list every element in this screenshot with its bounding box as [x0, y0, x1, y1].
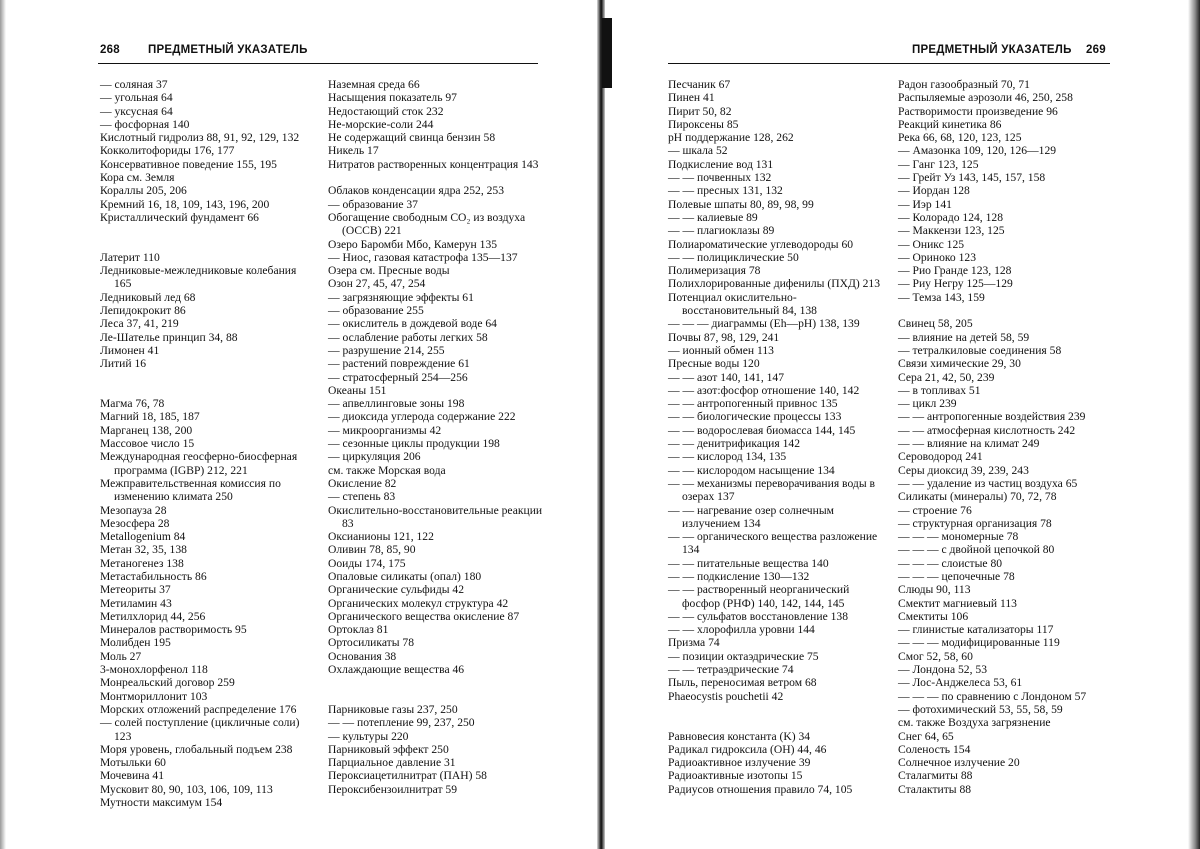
index-entry: — — — мономерные 78 — [898, 530, 1019, 544]
index-entry: — позиции октаэдрические 75 — [668, 649, 819, 663]
index-entry: Пероксиацетилнитрат (ПАН) 58 — [328, 769, 487, 783]
index-entry: Межправительственная комиссия по изменению климата 250 — [100, 476, 281, 504]
index-entry: Полихлорированные дифенилы (ПХД) 213 — [668, 277, 880, 291]
index-entry: — степень 83 — [328, 490, 396, 504]
index-entry: — — — по сравнению с Лондоном 57 — [898, 689, 1087, 703]
index-entry: Пинен 41 — [668, 91, 715, 105]
index-entry: Кокколитофориды 176, 177 — [100, 144, 235, 158]
index-entry: Метилхлорид 44, 256 — [100, 609, 206, 623]
left-page — [0, 0, 598, 849]
index-entry: — угольная 64 — [100, 91, 173, 105]
right-header-rule — [668, 63, 1110, 64]
index-entry: — — антропогенный привнос 135 — [668, 397, 838, 411]
index-entry: — — потепление 99, 237, 250 — [328, 716, 475, 730]
index-entry: — — антропогенные воздействия 239 — [898, 410, 1086, 424]
right-page-number: 269 — [1086, 44, 1106, 56]
index-entry: — тетралкиловые соединения 58 — [898, 343, 1062, 357]
index-entry: — фотохимический 53, 55, 58, 59 — [898, 702, 1063, 716]
index-entry: Солнечное излучение 20 — [898, 756, 1020, 770]
index-entry: Латерит 110 — [100, 250, 160, 264]
index-entry: Пирит 50, 82 — [668, 104, 732, 118]
index-entry: — ослабление работы легких 58 — [328, 330, 488, 344]
index-entry: — — почвенных 132 — [668, 171, 772, 185]
index-entry: Оксианионы 121, 122 — [328, 530, 434, 544]
index-entry: Моль 27 — [100, 649, 142, 663]
index-entry: Океаны 151 — [328, 383, 387, 397]
index-entry: Облаков конденсации ядра 252, 253 — [328, 184, 505, 198]
index-entry: Мусковит 80, 90, 103, 106, 109, 113 — [100, 782, 273, 796]
index-entry: — — хлорофилла уровни 144 — [668, 623, 815, 637]
index-entry: — — нагревание озер солнечным излучением 134 — [668, 503, 834, 530]
index-entry: — загрязняющие эффекты 61 — [328, 290, 474, 304]
index-entry: — — — диаграммы (Eh—pH) 138, 139 — [668, 317, 860, 331]
index-entry: Марганец 138, 200 — [100, 423, 193, 437]
index-entry: — — питательные вещества 140 — [668, 556, 829, 570]
index-entry: Ооиды 174, 175 — [328, 556, 406, 570]
index-entry: Кислотный гидролиз 88, 91, 92, 129, 132 — [100, 131, 300, 145]
index-entry: — Темза 143, 159 — [898, 290, 985, 304]
index-entry: Органического вещества окисление 87 — [328, 609, 520, 623]
index-entry: Лимонен 41 — [100, 343, 160, 357]
index-entry: — — азот:фосфор отношение 140, 142 — [668, 383, 860, 397]
index-entry: Парниковый эффект 250 — [328, 742, 449, 756]
index-gap — [100, 224, 315, 237]
index-entry: Лепидокрокит 86 — [100, 304, 186, 318]
index-entry: Ортосиликаты 78 — [328, 636, 415, 650]
index-entry: — — органического вещества разложение 134 — [668, 530, 878, 557]
index-entry: Органические сульфиды 42 — [328, 583, 465, 597]
index-entry: Река 66, 68, 120, 123, 125 — [898, 131, 1022, 145]
index-entry: — — кислородом насыщение 134 — [668, 463, 835, 477]
index-entry: Радикал гидроксила (ОН) 44, 46 — [668, 742, 827, 756]
index-entry: Metallogenium 84 — [100, 530, 186, 544]
index-entry: Мезосфера 28 — [100, 516, 170, 530]
index-entry: Потенциал окислительно-восстановительный 84, 138 — [668, 290, 817, 318]
index-entry: Ледниковые-межледниковые колебания 165 — [100, 264, 297, 291]
index-entry: — микроорганизмы 42 — [328, 423, 442, 437]
index-entry: — окислитель в дождевой воде 64 — [328, 317, 497, 331]
right-index-column-2 — [898, 78, 1113, 796]
index-entry: — влияние на детей 58, 59 — [898, 330, 1030, 344]
index-entry: — стратосферный 254—256 — [328, 370, 468, 384]
index-entry: — — механизмы переворачивания воды в озерах 137 — [668, 476, 875, 504]
index-gap — [668, 703, 883, 716]
index-entry: Радиоактивное излучение 39 — [668, 756, 811, 770]
index-entry: — — биологические процессы 133 — [668, 410, 842, 424]
index-entry: Почвы 87, 98, 129, 241 — [668, 330, 780, 344]
right-page — [602, 0, 1200, 849]
index-entry: Серы диоксид 39, 239, 243 — [898, 463, 1029, 477]
index-entry: Смектит магниевый 113 — [898, 596, 1017, 610]
index-entry: Phaeocystis pouchetii 42 — [668, 689, 784, 703]
index-entry: Полевые шпаты 80, 89, 98, 99 — [668, 197, 814, 211]
index-entry: Мотыльки 60 — [100, 756, 166, 770]
index-entry: Основания 38 — [328, 649, 397, 663]
index-entry: — — удаление из частиц воздуха 65 — [898, 476, 1078, 490]
index-entry: Распыляемые аэрозоли 46, 250, 258 — [898, 91, 1073, 105]
index-gap — [328, 171, 543, 184]
index-entry: Радон газообразный 70, 71 — [898, 78, 1030, 91]
index-entry: — циркуляция 206 — [328, 450, 421, 464]
index-entry: — Иэр 141 — [898, 197, 952, 211]
index-entry: — — — цепочечные 78 — [898, 569, 1015, 583]
index-entry: Недостающий сток 232 — [328, 104, 444, 118]
index-entry: см. также Воздуха загрязнение — [898, 716, 1051, 730]
index-entry: Связи химические 29, 30 — [898, 357, 1021, 371]
index-entry: Магма 76, 78 — [100, 397, 165, 411]
index-entry: Пероксибензоилнитрат 59 — [328, 782, 458, 796]
index-entry: — — — модифицированные 119 — [898, 636, 1060, 650]
index-entry: — глинистые катализаторы 117 — [898, 623, 1054, 637]
index-entry: — структурная организация 78 — [898, 516, 1052, 530]
index-entry: Озеро Баромби Мбо, Камерун 135 — [328, 237, 498, 251]
left-index-column-1 — [100, 78, 315, 809]
index-gap — [328, 676, 543, 689]
index-entry: Силикаты (минералы) 70, 72, 78 — [898, 490, 1057, 504]
index-entry: Слюды 90, 113 — [898, 583, 971, 597]
index-entry: Пыль, переносимая ветром 68 — [668, 676, 817, 690]
index-entry: — — плагиоклазы 89 — [668, 224, 775, 238]
index-entry: — разрушение 214, 255 — [328, 343, 445, 357]
index-entry: — шкала 52 — [668, 144, 728, 158]
index-entry: Метастабильность 86 — [100, 569, 207, 583]
index-entry: Пресные воды 120 — [668, 357, 760, 371]
index-entry: Подкисление вод 131 — [668, 157, 774, 171]
index-entry: — Ганг 123, 125 — [898, 157, 979, 171]
index-entry: — Амазонка 109, 120, 126—129 — [898, 144, 1057, 158]
index-entry: Метаногенез 138 — [100, 556, 184, 570]
index-entry: Окисление 82 — [328, 476, 397, 490]
index-entry: Окислительно-восстановительные реакции 83 — [328, 503, 543, 530]
index-entry: Парциальное давление 31 — [328, 756, 456, 770]
index-entry: Снег 64, 65 — [898, 729, 954, 743]
index-entry: Смектиты 106 — [898, 609, 969, 623]
index-entry: — ионный обмен 113 — [668, 343, 774, 357]
index-entry: — образование 37 — [328, 197, 418, 211]
index-entry: — — атмосферная кислотность 242 — [898, 423, 1076, 437]
index-entry: Полиароматические углеводороды 60 — [668, 237, 854, 251]
index-entry: Леса 37, 41, 219 — [100, 317, 179, 331]
index-entry: — Оникс 125 — [898, 237, 965, 251]
index-entry: Моря уровень, глобальный подъем 238 — [100, 742, 293, 756]
index-entry: — в топливах 51 — [898, 383, 981, 397]
index-entry: Никель 17 — [328, 144, 379, 158]
index-entry: Массовое число 15 — [100, 437, 195, 451]
index-entry: Сталактиты 88 — [898, 782, 972, 796]
index-entry: Равновесия константа (K) 34 — [668, 729, 811, 743]
index-entry: — растений повреждение 61 — [328, 357, 470, 371]
index-entry: Песчаник 67 — [668, 78, 731, 91]
index-entry: — строение 76 — [898, 503, 972, 517]
index-entry: — Маккензи 123, 125 — [898, 224, 1005, 238]
index-entry: Сера 21, 42, 50, 239 — [898, 370, 995, 384]
index-entry: Сталагмиты 88 — [898, 769, 973, 783]
left-header-rule — [98, 63, 538, 64]
index-entry: — — подкисление 130—132 — [668, 569, 810, 583]
index-entry: — Рио Гранде 123, 128 — [898, 264, 1012, 278]
index-entry: Ледниковый лед 68 — [100, 290, 196, 304]
index-entry: Нитратов растворенных концентрация 143 — [328, 157, 539, 171]
index-entry: — солей поступление (цикличные соли) 123 — [100, 716, 300, 743]
index-entry: — — растворенный неорганический фосфор (РНФ) 140, 142, 144, 145 — [668, 583, 850, 610]
index-entry: Морских отложений распределение 176 — [100, 702, 297, 716]
index-entry: Метиламин 43 — [100, 596, 172, 610]
index-entry: Оливин 78, 85, 90 — [328, 543, 416, 557]
index-entry: Обогащение свободным CO₂ из воздуха (ОССВ) 221 — [328, 210, 526, 238]
index-entry: Литий 16 — [100, 357, 147, 371]
index-entry: Насыщения показатель 97 — [328, 91, 457, 105]
index-entry: Реакций кинетика 86 — [898, 117, 1002, 131]
index-entry: Кристаллический фундамент 66 — [100, 210, 259, 224]
left-running-head: ПРЕДМЕТНЫЙ УКАЗАТЕЛЬ — [148, 44, 308, 56]
index-entry: Наземная среда 66 — [328, 78, 420, 91]
left-page-number: 268 — [100, 44, 120, 56]
index-entry: — культуры 220 — [328, 729, 409, 743]
index-gap — [898, 304, 1113, 317]
index-entry: Радиоактивные изотопы 15 — [668, 769, 803, 783]
index-entry: Мочевина 41 — [100, 769, 165, 783]
index-gap — [100, 371, 315, 384]
right-running-head: ПРЕДМЕТНЫЙ УКАЗАТЕЛЬ — [912, 44, 1072, 56]
index-entry: Сероводород 241 — [898, 450, 983, 464]
index-entry: Ле-Шателье принцип 34, 88 — [100, 330, 238, 344]
index-entry: — — денитрификация 142 — [668, 437, 800, 451]
index-entry: Соленость 154 — [898, 742, 971, 756]
index-entry: Кремний 16, 18, 109, 143, 196, 200 — [100, 197, 270, 211]
index-entry: — — полициклические 50 — [668, 250, 799, 264]
index-entry: — фосфорная 140 — [100, 117, 190, 131]
left-index-column-2 — [328, 78, 543, 796]
index-entry: Мезопауза 28 — [100, 503, 167, 517]
index-entry: Призма 74 — [668, 636, 720, 650]
index-entry: Озон 27, 45, 47, 254 — [328, 277, 426, 291]
index-gap — [100, 238, 315, 251]
index-entry: — соляная 37 — [100, 78, 168, 91]
index-entry: — Иордан 128 — [898, 184, 970, 198]
index-entry: Органических молекул структура 42 — [328, 596, 509, 610]
index-gap — [328, 690, 543, 703]
index-entry: — — водорослевая биомасса 144, 145 — [668, 423, 856, 437]
index-entry: — цикл 239 — [898, 397, 957, 411]
index-entry: — диоксида углерода содержание 222 — [328, 410, 516, 424]
index-entry: — Лос-Анджелеса 53, 61 — [898, 676, 1023, 690]
index-entry: Охлаждающие вещества 46 — [328, 663, 465, 677]
index-entry: — — кислород 134, 135 — [668, 450, 787, 464]
index-entry: Смог 52, 58, 60 — [898, 649, 973, 663]
index-gap — [100, 384, 315, 397]
right-index-column-1 — [668, 78, 883, 796]
index-entry: — Ориноко 123 — [898, 250, 976, 264]
index-entry: Озера см. Пресные воды — [328, 264, 450, 278]
index-entry: — — сульфатов восстановление 138 — [668, 609, 849, 623]
index-entry: — Лондона 52, 53 — [898, 663, 987, 677]
index-entry: Минералов растворимость 95 — [100, 623, 247, 637]
index-entry: Пироксены 85 — [668, 117, 739, 131]
index-entry: — — азот 140, 141, 147 — [668, 370, 785, 384]
index-entry: Парниковые газы 237, 250 — [328, 702, 458, 716]
index-entry: Магний 18, 185, 187 — [100, 410, 200, 424]
index-entry: Ортоклаз 81 — [328, 623, 389, 637]
index-entry: — образование 255 — [328, 304, 424, 318]
index-entry: — Риу Негру 125—129 — [898, 277, 1013, 291]
index-gap — [668, 716, 883, 729]
index-entry: Опаловые силикаты (опал) 180 — [328, 569, 482, 583]
index-entry: Полимеризация 78 — [668, 264, 761, 278]
index-entry: — апвеллинговые зоны 198 — [328, 397, 465, 411]
index-entry: Растворимости произведение 96 — [898, 104, 1058, 118]
index-entry: Молибден 195 — [100, 636, 171, 650]
index-entry: Не содержащий свинца бензин 58 — [328, 131, 496, 145]
index-entry: — — тетраэдрические 74 — [668, 663, 794, 677]
index-entry: — — калиевые 89 — [668, 210, 758, 224]
index-entry: Кораллы 205, 206 — [100, 184, 187, 198]
index-entry: см. также Морская вода — [328, 463, 446, 477]
index-entry: — сезонные циклы продукции 198 — [328, 437, 500, 451]
index-entry: pH поддержание 128, 262 — [668, 131, 794, 145]
index-entry: Международная геосферно-биосферная программа (IGBP) 212, 221 — [100, 450, 298, 477]
index-entry: Свинец 58, 205 — [898, 317, 973, 331]
index-entry: Радиусов отношения правило 74, 105 — [668, 782, 853, 796]
index-entry: — Грейт Уз 143, 145, 157, 158 — [898, 171, 1046, 185]
index-entry: Монтмориллонит 103 — [100, 689, 208, 703]
index-entry: Метан 32, 35, 138 — [100, 543, 187, 557]
index-entry: Кора см. Земля — [100, 171, 175, 185]
index-entry: — — пресных 131, 132 — [668, 184, 783, 198]
index-entry: — — — с двойной цепочкой 80 — [898, 543, 1055, 557]
index-entry: 3-монохлорфенол 118 — [100, 663, 208, 677]
index-entry: — уксусная 64 — [100, 104, 173, 118]
index-entry: Метеориты 37 — [100, 583, 171, 597]
index-entry: — Колорадо 124, 128 — [898, 210, 1003, 224]
index-entry: — Ниос, газовая катастрофа 135—137 — [328, 250, 518, 264]
index-entry: — — — слоистые 80 — [898, 556, 1003, 570]
index-entry: Консервативное поведение 155, 195 — [100, 157, 277, 171]
index-entry: — — влияние на климат 249 — [898, 437, 1040, 451]
index-entry: Мутности максимум 154 — [100, 796, 223, 810]
index-entry: Монреальский договор 259 — [100, 676, 235, 690]
index-entry: Не-морские-соли 244 — [328, 117, 434, 131]
